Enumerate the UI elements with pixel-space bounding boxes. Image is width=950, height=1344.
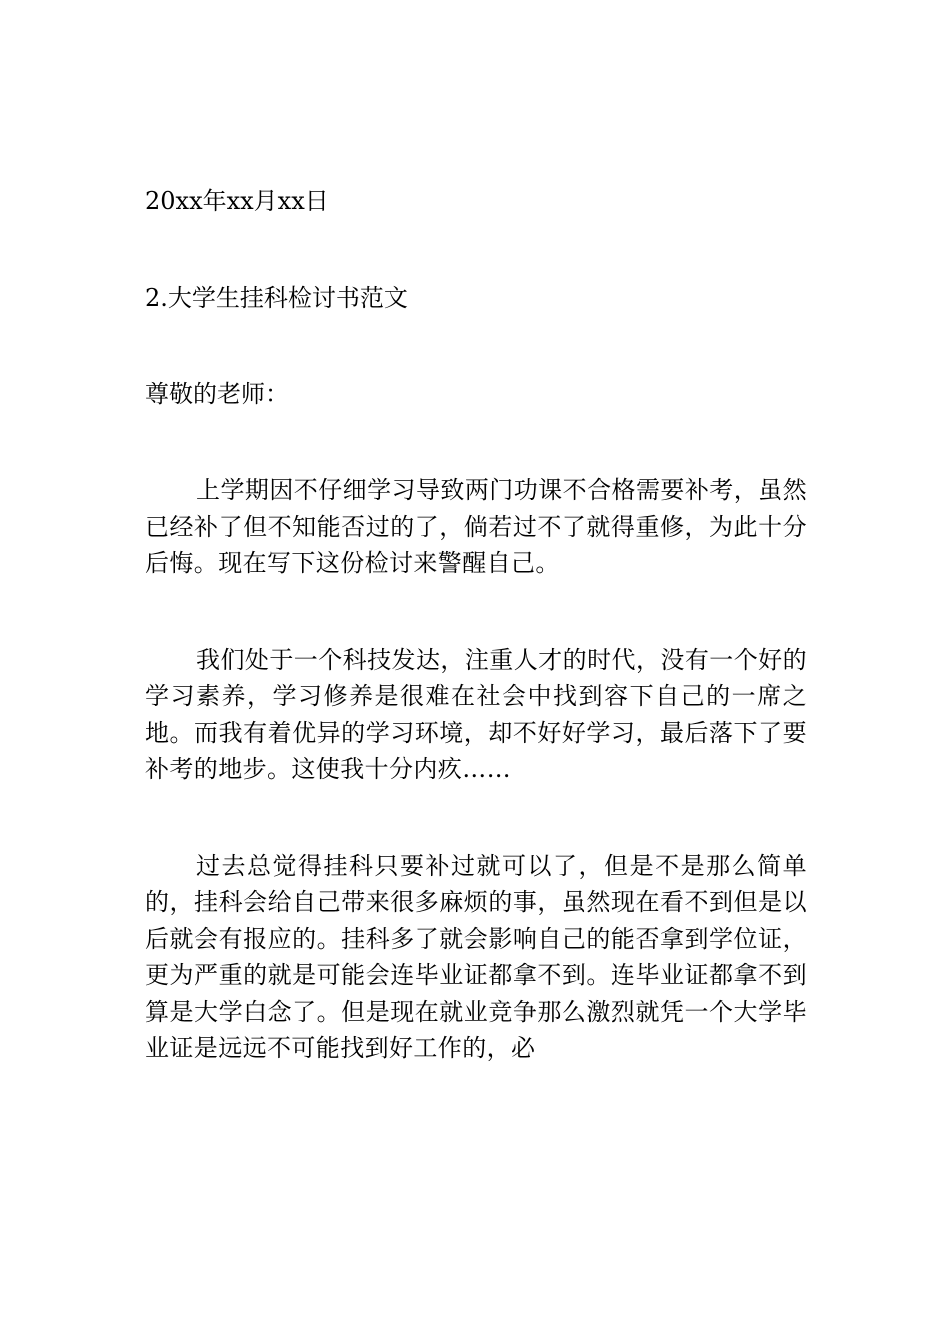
- salutation: 尊敬的老师：: [145, 380, 289, 408]
- document-body: [145, 183, 807, 1127]
- paragraph-2: 我们处于一个科技发达，注重人才的时代，没有一个好的学习素养，学习修养是很难在社会中找到容下自己的一席之地。而我有着优异的学习环境，却不好好学习，最后落下了要补考的地步。这使我十分内疚……: [145, 645, 807, 783]
- document-date: 20xx年xx月xx日: [145, 187, 329, 215]
- document-heading: 2.大学生挂科检讨书范文: [145, 284, 408, 312]
- paragraph-3: 过去总觉得挂科只要补过就可以了，但是不是那么简单的，挂科会给自己带来很多麻烦的事，虽然现在看不到但是以后就会有报应的。挂科多了就会影响自己的能否拿到学位证，更为严重的就是可能会连毕业证都拿不到。连毕业证都拿不到算是大学白念了。但是现在就业竞争那么激烈就凭一个大学毕业证是远远不可能找到好工作的，必: [145, 851, 807, 1062]
- paragraph-1: 上学期因不仔细学习导致两门功课不合格需要补考，虽然已经补了但不知能否过的了，倘若过不了就得重修，为此十分后悔。现在写下这份检讨来警醒自己。: [145, 476, 807, 577]
